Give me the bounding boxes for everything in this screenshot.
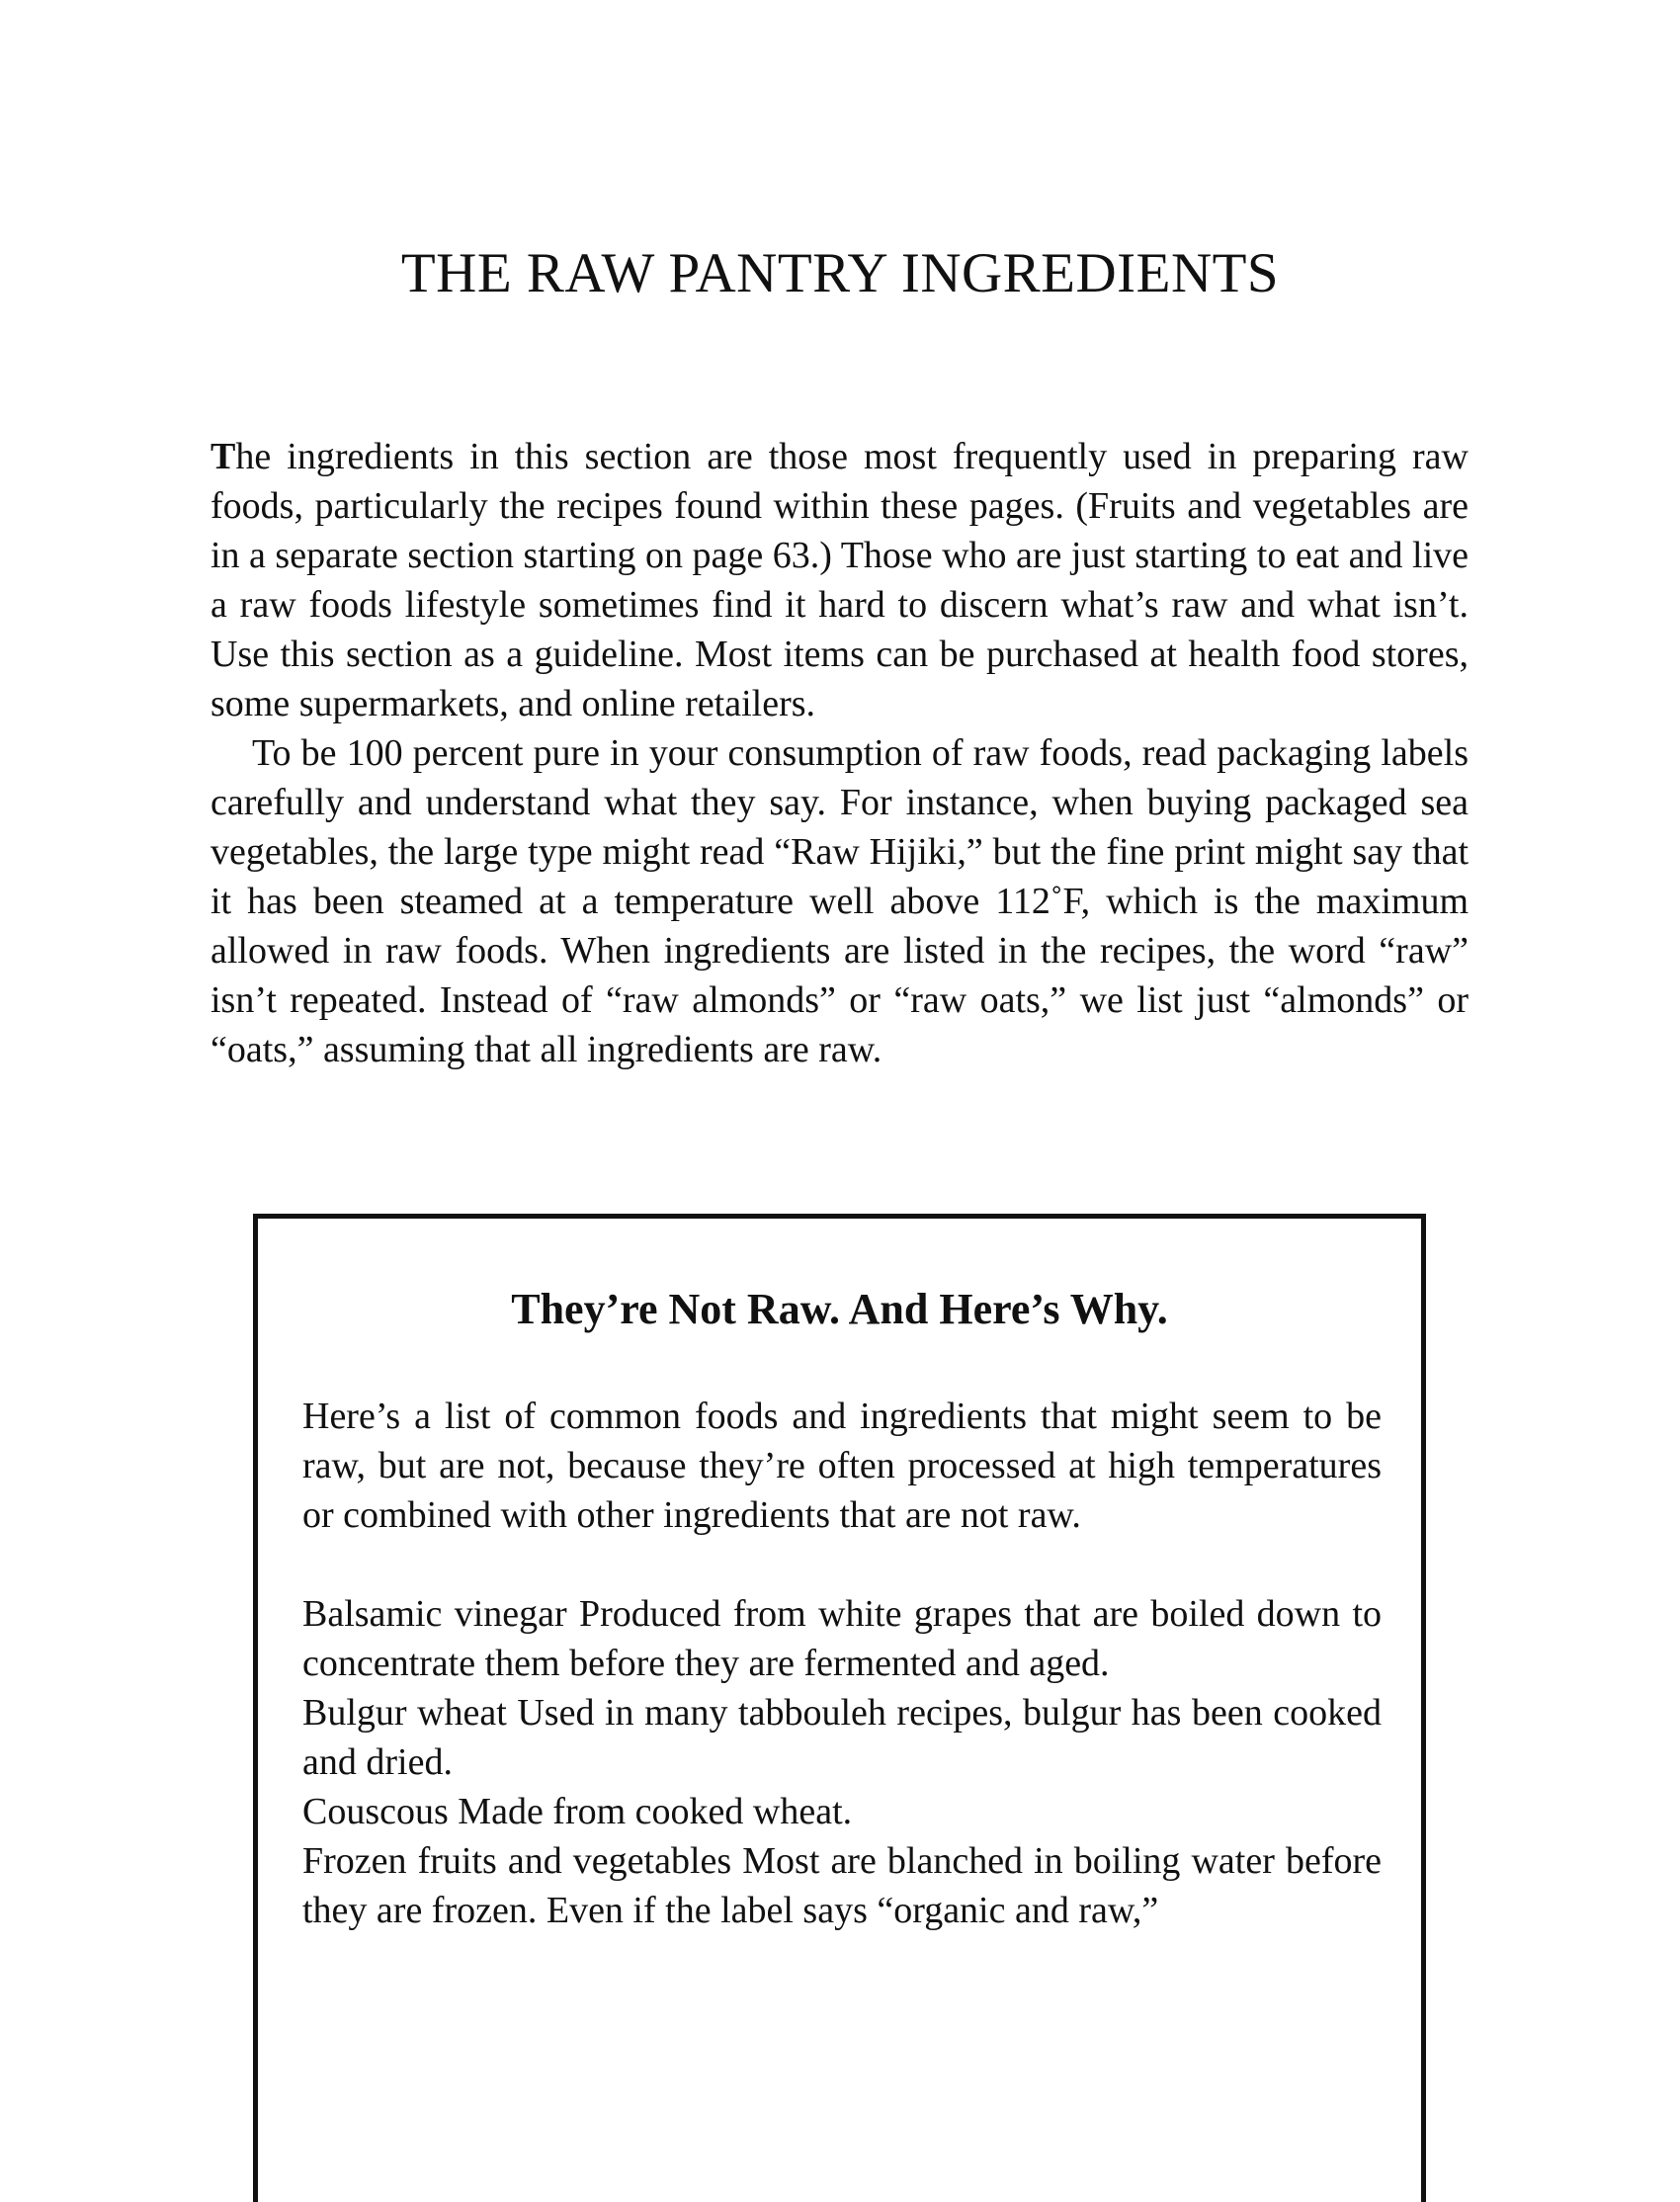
sidebar-item-balsamic-vinegar: Balsamic vinegar Produced from white grapes that are boiled down to concentrate them before they are fermented and aged. — [302, 1593, 1382, 1684]
initial-letter: T — [210, 436, 236, 477]
sidebar-item-bulgur-wheat: Bulgur wheat Used in many tabbouleh recipes, bulgur has been cooked and dried. — [302, 1692, 1382, 1783]
intro-paragraph-1 — [210, 432, 1469, 728]
sidebar-item-frozen-fruits: Frozen fruits and vegetables Most are blanched in boiling water before they are frozen. Even if the label says “organic and raw,” — [302, 1840, 1382, 1931]
intro-paragraph-2: To be 100 percent pure in your consumption of raw foods, read packaging labels carefully and understand what they say. For instance, when buying packaged sea vegetables, the large type might read “Raw Hijiki,” but the fine print might say that it has been steamed at a temperature well above 112˚F, which is the maximum allowed in raw foods. When ingredients are listed in the recipes, the word “raw” isn’t repeated. Instead of “raw almonds” or “raw oats,” we list just “almonds” or “oats,” assuming that all ingredients are raw. — [210, 732, 1469, 1070]
intro-paragraph-1-text: he ingredients in this section are those most frequently used in preparing raw foods, particularly the recipes found within these pages. (Fruits and vegetables are in a separate section starting on page 63.) Those who are just starting to eat and live a raw foods lifestyle sometimes find it hard to discern what’s raw and what isn’t. Use this section as a guideline. Most items can be purchased at health food stores, some supermarkets, and online retailers. — [210, 436, 1469, 724]
page-title: THE RAW PANTRY INGREDIENTS — [400, 242, 1280, 304]
sidebar-item-couscous: Couscous Made from cooked wheat. — [302, 1791, 853, 1832]
intro-text — [210, 432, 1469, 1074]
sidebar-title: They’re Not Raw. And Here’s Why. — [511, 1285, 1168, 1333]
sidebar-intro: Here’s a list of common foods and ingredients that might seem to be raw, but are not, because they’re often processed at high temperatures or combined with other ingredients that are not raw. — [302, 1396, 1382, 1536]
sidebar-box — [253, 1214, 1426, 2202]
sidebar-body — [302, 1392, 1382, 1935]
